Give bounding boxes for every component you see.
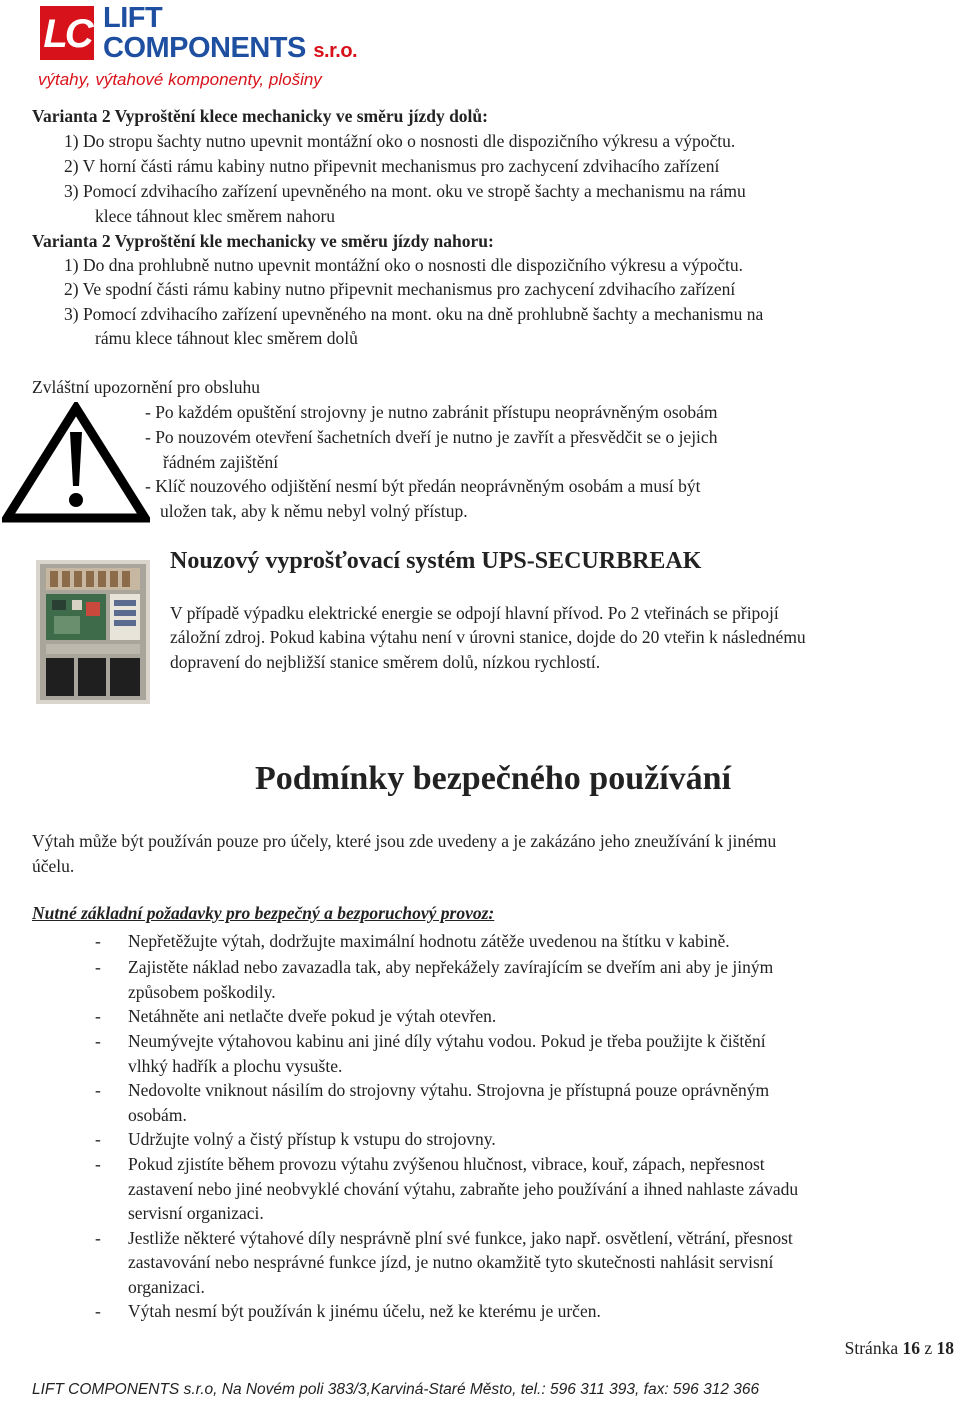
list-bullet: - xyxy=(95,1228,101,1248)
variant-down-step: 3) Pomocí zdvihacího zařízení upevněného na mont. oku ve stropě šachty a mechanismu na rámu xyxy=(64,181,746,201)
list-item: Jestliže některé výtahové díly nesprávně plní své funkce, jako např. osvětlení, větrání, přesnost xyxy=(128,1228,793,1248)
ups-text-line: dopravení do nejbližší stanice směrem dolů, nízkou rychlostí. xyxy=(170,652,601,672)
list-item: Netáhněte ani netlačte dveře pokud je výtah otevřen. xyxy=(128,1006,497,1026)
warning-line: - Po každém opuštění strojovny je nutno zabránit přístupu neoprávněným osobám xyxy=(145,402,718,422)
list-bullet: - xyxy=(95,1080,101,1100)
variant-down-step: 2) V horní části rámu kabiny nutno připevnit mechanismus pro zachycení zdvihacího zařízení xyxy=(64,156,720,176)
list-item-continuation: zastavování nebo nesprávné funkce jízd, je nutno okamžitě tyto skutečnosti nahlásit servisní xyxy=(128,1252,774,1272)
warning-line-continuation: řádném zajištění xyxy=(163,452,279,472)
list-item-continuation: osobám. xyxy=(128,1105,187,1125)
variant-up-step: 1) Do dna prohlubně nutno upevnit montážní oko o nosnosti dle dispozičního výkresu a výpočtu. xyxy=(64,255,743,275)
safety-title: Podmínky bezpečného používání xyxy=(254,760,732,797)
list-item-continuation: servisní organizaci. xyxy=(128,1203,264,1223)
list-bullet: - xyxy=(95,1031,101,1051)
logo-letters: LC xyxy=(43,12,91,56)
list-item-continuation: organizaci. xyxy=(128,1277,205,1297)
list-bullet: - xyxy=(95,1129,101,1149)
ups-device-photo xyxy=(36,560,150,704)
list-item: Udržujte volný a čistý přístup k vstupu do strojovny. xyxy=(128,1129,496,1149)
list-item-continuation: zastavení nebo jiné neobvyklé chování výtahu, zabraňte jeho používání a ihned nahlaste závadu xyxy=(128,1179,799,1199)
list-bullet: - xyxy=(95,1006,101,1026)
variant-up-step-continuation: rámu klece táhnout klec směrem dolů xyxy=(95,328,358,348)
warning-line: - Klíč nouzového odjištění nesmí být předán neoprávněným osobám a musí být xyxy=(145,476,701,496)
variant-up-step: 2) Ve spodní části rámu kabiny nutno připevnit mechanismus pro zachycení zdvihacího zařízení xyxy=(64,279,736,299)
page-current: 16 xyxy=(902,1338,920,1358)
list-item: Pokud zjistíte během provozu výtahu zvýšenou hlučnost, vibrace, kouř, zápach, nepřesnost xyxy=(128,1154,765,1174)
list-bullet: - xyxy=(95,1301,101,1321)
ups-text-line: záložní zdroj. Pokud kabina výtahu není v úrovni stanice, dojde do 20 vteřin k následnému xyxy=(170,627,806,647)
list-item-continuation: vlhký hadřík a plochu vysušte. xyxy=(128,1056,343,1076)
list-bullet: - xyxy=(95,1154,101,1174)
safety-intro-line: Výtah může být používán pouze pro účely, které jsou zde uvedeny a je zakázáno jeho zneužívání k jinému xyxy=(32,831,777,851)
ups-text-line: V případě výpadku elektrické energie se odpojí hlavní přívod. Po 2 vteřinách se připojí xyxy=(170,603,779,623)
variant-up-step: 3) Pomocí zdvihacího zařízení upevněného na mont. oku na dně prohlubně šachty a mechanismu na xyxy=(64,304,764,324)
variant-up-heading: Varianta 2 Vyproštění kle mechanicky ve směru jízdy nahoru: xyxy=(32,231,494,251)
list-item: Nepřetěžujte výtah, dodržujte maximální hodnotu zátěže uvedenou na štítku v kabině. xyxy=(128,931,730,951)
page-total: 18 xyxy=(936,1338,954,1358)
list-item: Neumývejte výtahovou kabinu ani jiné díly výtahu vodou. Pokud je třeba použijte k čištění xyxy=(128,1031,766,1051)
variant-down-step: 1) Do stropu šachty nutno upevnit montážní oko o nosnosti dle dispozičního výkresu a výpočtu. xyxy=(64,131,736,151)
ups-title: Nouzový vyprošťovací systém UPS-SECURBREAK xyxy=(170,548,702,574)
page-number xyxy=(845,1336,954,1360)
variant-down-heading: Varianta 2 Vyproštění klece mechanicky ve směru jízdy dolů: xyxy=(32,106,488,126)
list-item: Výtah nesmí být používán k jinému účelu, než ke kterému je určen. xyxy=(128,1301,601,1321)
list-item-continuation: způsobem poškodily. xyxy=(128,982,276,1002)
footer-contact: LIFT COMPONENTS s.r.o, Na Novém poli 383/3,Karviná-Staré Město, tel.: 596 311 393, fax: 596 312 366 xyxy=(32,1381,760,1398)
logo-company-line1: LIFT xyxy=(103,2,163,34)
logo-company-name: COMPONENTS xyxy=(103,32,306,64)
logo-company-suffix: s.r.o. xyxy=(313,40,358,62)
warning-triangle-icon xyxy=(2,402,150,524)
page-label: Stránka xyxy=(844,1338,899,1358)
list-item: Nedovolte vniknout násilím do strojovny výtahu. Strojovna je přístupná pouze oprávněným xyxy=(128,1080,770,1100)
safety-intro-line: účelu. xyxy=(32,856,75,876)
warning-line-continuation: uložen tak, aby k němu nebyl volný přístup. xyxy=(160,501,468,521)
variant-down-step-continuation: klece táhnout klec směrem nahoru xyxy=(95,206,336,226)
page-separator: z xyxy=(924,1338,933,1358)
list-item: Zajistěte náklad nebo zavazadla tak, aby nepřekážely zavírajícím se dveřím ani aby je jiným xyxy=(128,957,774,977)
list-bullet: - xyxy=(95,931,101,951)
logo-company-line2 xyxy=(103,32,357,67)
warning-line: - Po nouzovém otevření šachetních dveří je nutno je zavřít a přesvědčit se o jejich xyxy=(145,427,718,447)
list-bullet: - xyxy=(95,957,101,977)
logo-tagline: výtahy, výtahové komponenty, plošiny xyxy=(38,70,322,89)
warning-title: Zvláštní upozornění pro obsluhu xyxy=(32,377,260,397)
requirements-heading: Nutné základní požadavky pro bezpečný a bezporuchový provoz: xyxy=(32,903,495,923)
